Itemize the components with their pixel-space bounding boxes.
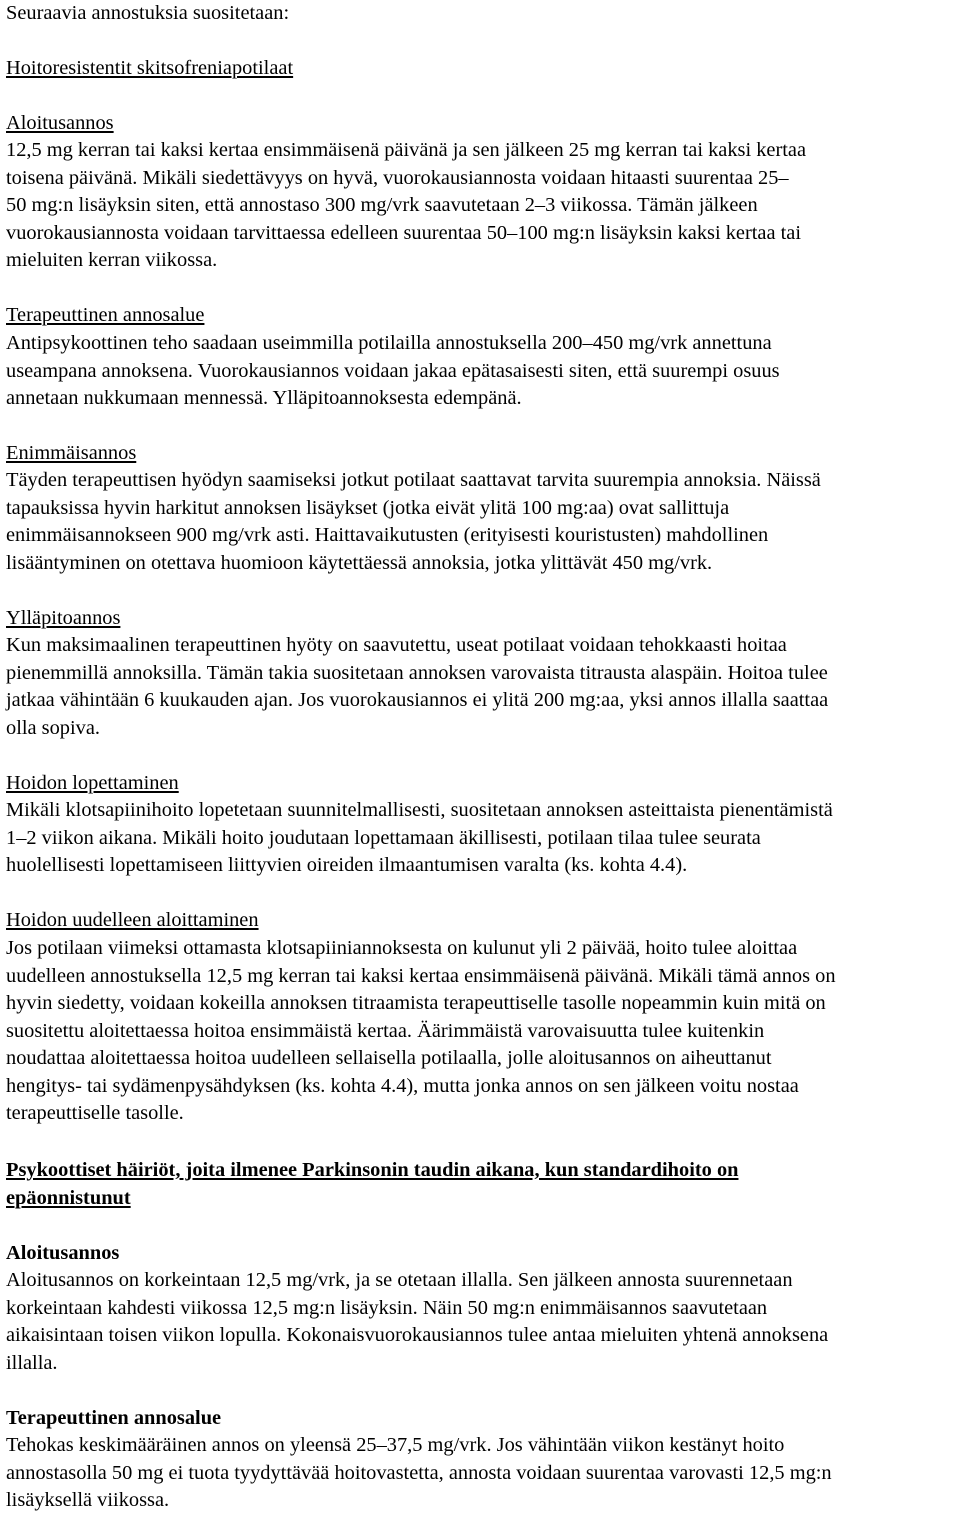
- section2-title: [6, 1157, 958, 1212]
- paragraph-line: olla sopiva.: [6, 716, 101, 739]
- section2-range-paragraph: [6, 1432, 958, 1515]
- section1-stop-paragraph: [6, 797, 958, 880]
- paragraph-line: huolellisesti lopettamiseen liittyvien oireiden ilmaantumisen varalta (ks. kohta 4.4).: [6, 854, 688, 876]
- paragraph-line: vuorokausiannosta voidaan tarvittaessa edelleen suurentaa 50–100 mg:n lisäyksin kaksi kertaa tai: [6, 221, 802, 244]
- paragraph-line: illalla.: [6, 1351, 58, 1374]
- section1-start-heading: Aloitusannos: [6, 112, 114, 134]
- section1-restart-paragraph: [6, 935, 958, 1128]
- paragraph-line: tapauksissa hyvin harkitut annoksen lisäykset (jotka eivät ylitä 100 mg:aa) ovat sallittuja: [6, 496, 730, 519]
- paragraph-line: Aloitusannos on korkeintaan 12,5 mg/vrk, ja se otetaan illalla. Sen jälkeen annosta suurennetaan: [6, 1269, 793, 1291]
- section1-maintenance-heading: Ylläpitoannos: [6, 607, 121, 629]
- paragraph-line: suositettu aloitettaessa hoitoa ensimmäistä kertaa. Äärimmäistä varovaisuutta tulee kuitenkin: [6, 1019, 765, 1042]
- paragraph-line: lisääntyminen on otettava huomioon käytettäessä annoksia, jotka ylittävät 450 mg/vrk.: [6, 551, 713, 574]
- paragraph-line: noudattaa aloitettaessa hoitoa uudelleen sellaisella potilaalla, jolle aloitusannos on aiheuttanut: [6, 1047, 772, 1069]
- paragraph-line: mieluiten kerran viikossa.: [6, 249, 218, 271]
- section2-range-heading: Terapeuttinen annosalue: [6, 1407, 222, 1429]
- paragraph-line: hyvin siedetty, voidaan kokeilla annoksen titraamista terapeuttiselle tasolle nopeammin kuin mitä on: [6, 992, 826, 1014]
- section1-range-heading: Terapeuttinen annosalue: [6, 304, 205, 326]
- section2-start-paragraph: [6, 1267, 958, 1377]
- paragraph-line: Jos potilaan viimeksi ottamasta klotsapiiniannoksesta on kulunut yli 2 päivää, hoito tulee aloittaa: [6, 937, 798, 959]
- paragraph-line: 1–2 viikon aikana. Mikäli hoito joudutaan lopettamaan äkillisesti, potilaan tilaa tulee seurata: [6, 826, 761, 849]
- paragraph-line: annostasolla 50 mg ei tuota tyydyttävää hoitovastetta, annosta voidaan suurentaa varovasti 12,5 mg:n: [6, 1461, 832, 1484]
- paragraph-line: terapeuttiselle tasolle.: [6, 1102, 184, 1124]
- section1-range-paragraph: [6, 330, 958, 413]
- section1-stop-heading: Hoidon lopettaminen: [6, 772, 179, 794]
- paragraph-line: useampana annoksena. Vuorokausiannos voidaan jakaa epätasaisesti siten, että suurempi osuus: [6, 359, 780, 382]
- paragraph-line: 12,5 mg kerran tai kaksi kertaa ensimmäisenä päivänä ja sen jälkeen 25 mg kerran tai kaksi kertaa: [6, 139, 807, 161]
- section1-start-paragraph: [6, 137, 958, 275]
- paragraph-line: korkeintaan kahdesti viikossa 12,5 mg:n lisäyksin. Näin 50 mg:n enimmäisannos saavutetaan: [6, 1296, 768, 1319]
- paragraph-line: pienemmillä annoksilla. Tämän takia suositetaan annoksen varovaista titrausta alaspäin. Hoitoa tulee: [6, 661, 828, 684]
- paragraph-line: jatkaa vähintään 6 kuukauden ajan. Jos vuorokausiannos ei ylitä 200 mg:aa, yksi annos illalla saattaa: [6, 689, 829, 711]
- paragraph-line: lisäyksellä viikossa.: [6, 1489, 170, 1511]
- section1-restart-heading: Hoidon uudelleen aloittaminen: [6, 909, 259, 931]
- intro-text: Seuraavia annostuksia suositetaan:: [6, 2, 290, 24]
- section1-max-paragraph: [6, 467, 958, 577]
- paragraph-line: Kun maksimaalinen terapeuttinen hyöty on saavutettu, useat potilaat voidaan tehokkaasti hoitaa: [6, 634, 787, 656]
- paragraph-line: Tehokas keskimääräinen annos on yleensä 25–37,5 mg/vrk. Jos vähintään viikon kestänyt hoito: [6, 1434, 785, 1456]
- paragraph-line: 50 mg:n lisäyksin siten, että annostaso 300 mg/vrk saavutetaan 2–3 viikossa. Tämän jälkeen: [6, 194, 758, 216]
- paragraph-line: aikaisintaan toisen viikon lopulla. Kokonaisvuorokausiannos tulee antaa mieluiten yhtenä annoksena: [6, 1324, 829, 1346]
- title-line: Psykoottiset häiriöt, joita ilmenee Parkinsonin taudin aikana, kun standardihoito on: [6, 1159, 739, 1181]
- section1-title: Hoitoresistentit skitsofreniapotilaat: [6, 57, 294, 79]
- paragraph-line: Antipsykoottinen teho saadaan useimmilla potilailla annostuksella 200–450 mg/vrk annettuna: [6, 332, 772, 354]
- paragraph-line: annetaan nukkumaan mennessä. Ylläpitoannoksesta edempänä.: [6, 387, 522, 409]
- title-line: epäonnistunut: [6, 1186, 131, 1209]
- section1-maintenance-paragraph: [6, 632, 958, 742]
- section1-max-heading: Enimmäisannos: [6, 442, 137, 464]
- paragraph-line: Täyden terapeuttisen hyödyn saamiseksi jotkut potilaat saattavat tarvita suurempia annoksia. Näissä: [6, 469, 821, 491]
- paragraph-line: hengitys- tai sydämenpysähdyksen (ks. kohta 4.4), mutta jonka annos on sen jälkeen voitu nostaa: [6, 1074, 799, 1097]
- paragraph-line: Mikäli klotsapiinihoito lopetetaan suunnitelmallisesti, suositetaan annoksen asteittaista pienentämistä: [6, 799, 833, 821]
- section2-start-heading: Aloitusannos: [6, 1242, 120, 1264]
- paragraph-line: uudelleen annostuksella 12,5 mg kerran tai kaksi kertaa ensimmäisenä päivänä. Mikäli tämä annos on: [6, 964, 836, 987]
- paragraph-line: enimmäisannokseen 900 mg/vrk asti. Haittavaikutusten (erityisesti kouristusten) mahdollinen: [6, 524, 769, 546]
- paragraph-line: toisena päivänä. Mikäli siedettävyys on hyvä, vuorokausiannosta voidaan hitaasti suurentaa 25–: [6, 166, 789, 189]
